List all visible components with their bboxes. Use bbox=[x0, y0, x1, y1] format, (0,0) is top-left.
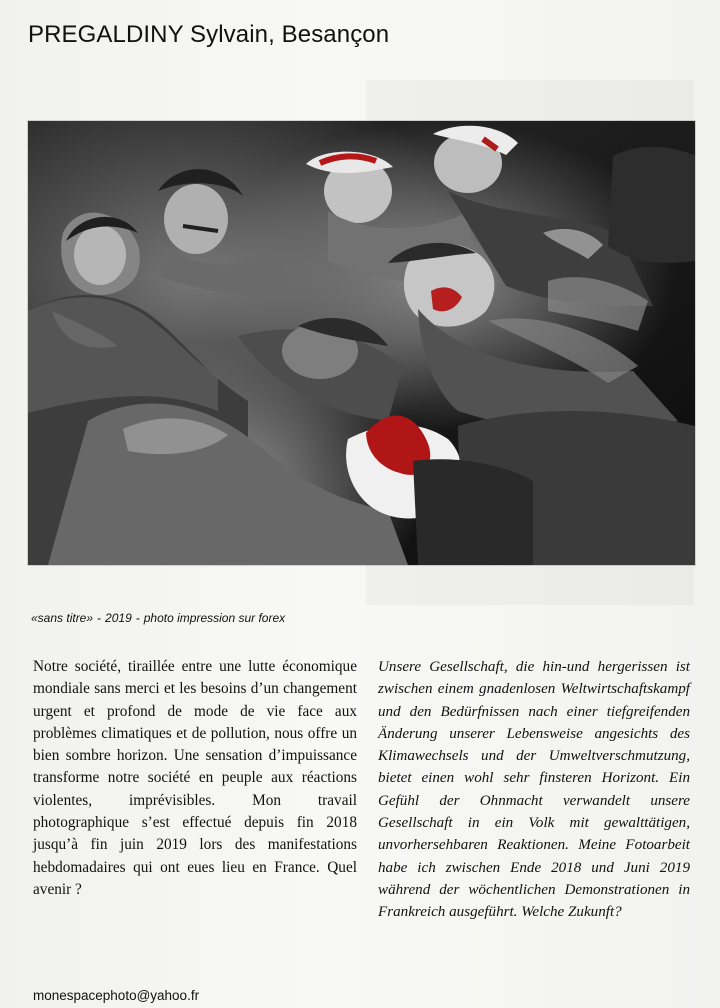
caption-medium: photo impression sur forex bbox=[143, 611, 286, 625]
contact-email: monespacephoto@yahoo.fr bbox=[33, 988, 200, 1003]
caption-separator-2: - bbox=[135, 611, 140, 625]
photo-caption bbox=[31, 610, 285, 626]
caption-year: 2019 bbox=[105, 611, 132, 625]
caption-separator: - bbox=[97, 611, 102, 625]
german-text-column: Unsere Gesellschaft, die hin-und hergerissen ist zwischen einem gnadenlosen Weltwirtschaftskampf und den Bedürfnissen nach einer tiefgreifenden Änderung unserer Lebensweise angesichts des Klimawechsels und der Umweltverschmutzung, bietet einen wohl sehr finsteren Horizont. Ein Gefühl der Ohnmacht verwandelt unsere Gesellschaft in ein Volk mit gewalttätigen, unvorhersehbaren Reaktionen. Meine Fotoarbeit habe ich zwischen Ende 2018 und Juni 2019 während der wöchentlichen Demonstrationen in Frankreich ausgeführt. Welche Zukunft? bbox=[378, 659, 690, 921]
caption-title: «sans titre» bbox=[31, 611, 94, 625]
french-text-column: Notre société, tiraillée entre une lutte économique mondiale sans merci et les besoins d’un changement urgent et profond de mode de vie face aux problèmes climatiques et de pollution, nous offre un bien sombre horizon. Une sensation d’impuissance transforme notre société en peuple aux réactions violentes, imprévisibles. Mon travail photographique s’est effectué depuis fin 2018 jusqu’à fin juin 2019 lors des manifestations hebdomadaires qui ont eues lieu en France. Quel avenir ? bbox=[33, 658, 357, 898]
artwork-photo bbox=[28, 121, 695, 565]
photo-image bbox=[28, 121, 695, 565]
page-title: PREGALDINY Sylvain, Besançon bbox=[28, 21, 390, 48]
